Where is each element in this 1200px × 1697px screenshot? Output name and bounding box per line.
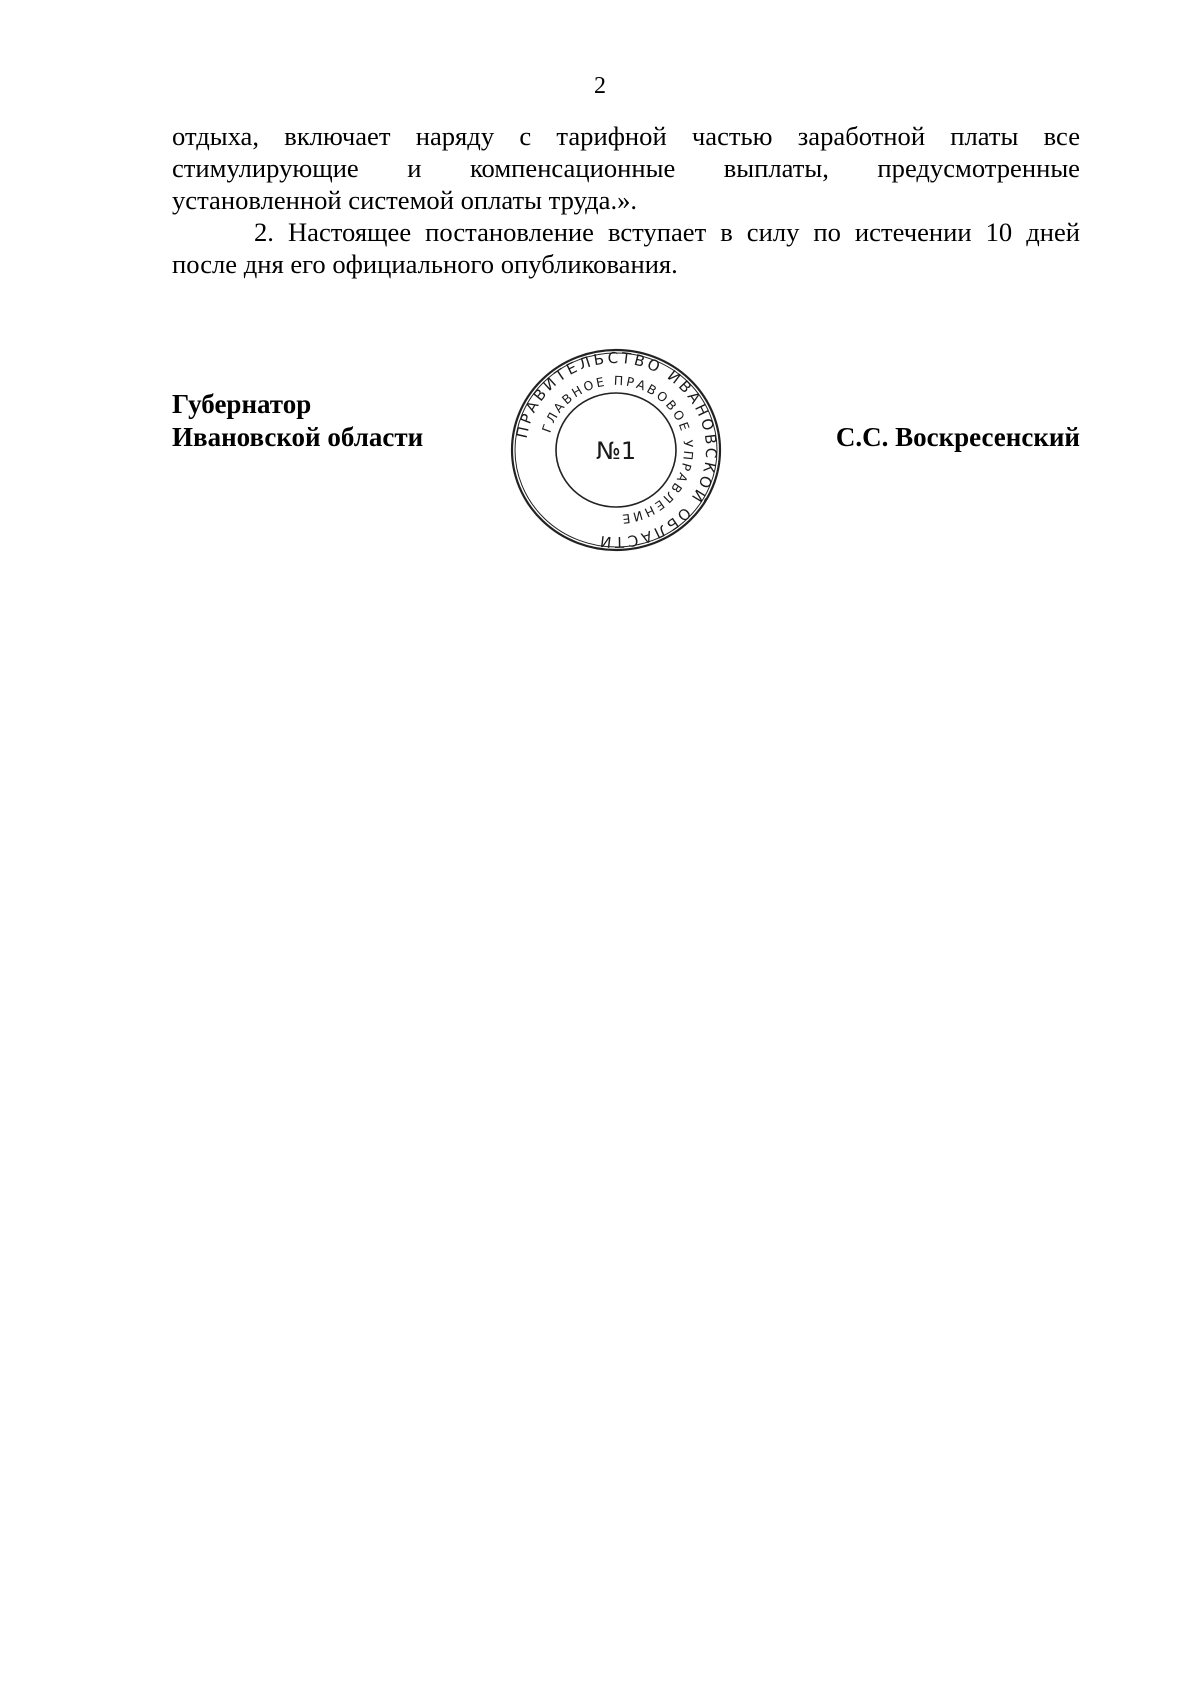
signature-block (0, 0, 1200, 600)
stamp-outer-text: ПРАВИТЕЛЬСТВО ИВАНОВСКОЙ ОБЛАСТИ (512, 348, 721, 552)
signatory-title (172, 388, 423, 454)
page-number: 2 (594, 73, 606, 99)
signatory-name: С.С. Воскресенский (835, 422, 1080, 452)
official-stamp (508, 347, 724, 553)
paragraph-continuation: отдыха, включает наряду с тарифной частью заработной платы все стимулирующие и компенсационные выплаты, предусмотренные установленной системой оплаты труда.». (172, 121, 1080, 215)
stamp-inner-text: ГЛАВНОЕ ПРАВОВОЕ УПРАВЛЕНИЕ (538, 372, 697, 528)
signatory-title-line-1: Губернатор (172, 389, 312, 419)
signatory-title-line-2: Ивановской области (172, 422, 424, 452)
stamp-number: №1 (595, 437, 637, 465)
paragraph-effective-date: 2. Настоящее постановление вступает в силу по истечении 10 дней после дня его официального опубликования. (172, 217, 1080, 279)
stamp-seal (508, 347, 724, 553)
